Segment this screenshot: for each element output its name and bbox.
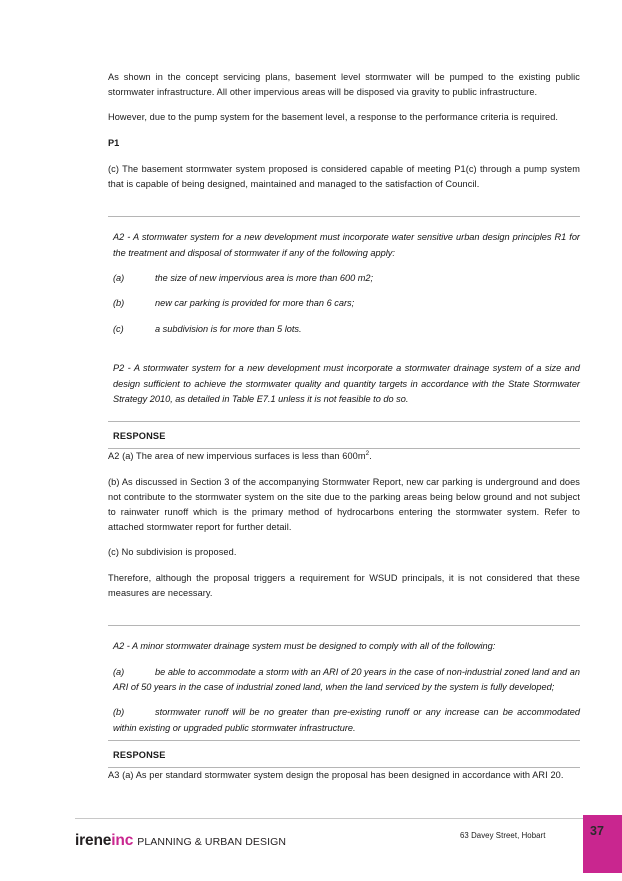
criteria-2-item-b-text: stormwater runoff will be no greater than pre-existing runoff or any increase can be accommodated within existing or upgraded public stormwater infrastructure. xyxy=(113,707,580,733)
criteria-1-item-a xyxy=(113,271,580,286)
criteria-2-item-a-marker: (a) xyxy=(113,666,125,677)
response-1-paragraph-4: Therefore, although the proposal triggers a requirement for WSUD principals, it is not considered that these measures are necessary. xyxy=(108,572,580,598)
response-1-paragraph-3: (c) No subdivision is proposed. xyxy=(108,547,237,558)
p1-response-paragraph: (c) The basement stormwater system proposed is considered capable of meeting P1(c) through a pump system that is capable of being designed, maintained and managed to the satisfaction of Council. xyxy=(108,163,580,190)
criteria-block-a2-minor-drainage xyxy=(108,625,580,738)
company-logo xyxy=(75,832,286,851)
criteria-1-item-b-marker: (b) xyxy=(113,298,125,309)
spacer-before-criteria-2 xyxy=(108,611,580,625)
document-content xyxy=(108,70,580,793)
response-1-paragraph-1-suffix: . xyxy=(369,451,372,462)
response-1-superscript: 2 xyxy=(365,450,370,458)
page-number-badge xyxy=(583,815,622,873)
logo-text-primary: irene xyxy=(75,831,112,849)
response-label-2: RESPONSE xyxy=(113,750,166,761)
criteria-2-item-a xyxy=(113,665,580,696)
logo-text-accent: inc xyxy=(111,831,134,849)
response-1-paragraph-1-text: A2 (a) The area of new impervious surfaces is less than 600m xyxy=(108,451,366,462)
criteria-1-item-b-text: new car parking is provided for more than 6 cars; xyxy=(155,298,355,309)
criteria-1-item-c-text: a subdivision is for more than 5 lots. xyxy=(155,323,302,334)
response-label-1: RESPONSE xyxy=(113,431,166,442)
response-header-2 xyxy=(108,740,580,768)
footer-address: 63 Davey Street, Hobart xyxy=(460,831,546,840)
clause-label-p1: P1 xyxy=(108,137,120,148)
criteria-1-item-b xyxy=(113,296,580,311)
criteria-2-item-b xyxy=(113,705,580,736)
page-number: 37 xyxy=(590,824,604,838)
intro-paragraph-1: As shown in the concept servicing plans, basement level stormwater will be pumped to the existing public stormwater infrastructure. All other impervious areas will be disposed via gravity to public infrastructure. xyxy=(108,72,580,98)
spacer-before-criteria-1 xyxy=(108,202,580,216)
response-header-1 xyxy=(108,421,580,449)
criteria-2-item-b-marker: (b) xyxy=(113,707,125,718)
response-1-paragraph-1 xyxy=(108,449,580,464)
criteria-1-item-a-marker: (a) xyxy=(113,273,125,284)
response-2-paragraph-1: A3 (a) As per standard stormwater system design the proposal has been designed in accordance with ARI 20. xyxy=(108,770,564,781)
logo-tagline: PLANNING & URBAN DESIGN xyxy=(137,835,287,848)
spacer-before-p2 xyxy=(113,347,580,361)
criteria-1-lead: A2 - A stormwater system for a new development must incorporate water sensitive urban design principles R1 for the treatment and disposal of stormwater if any of the following apply: xyxy=(113,232,580,258)
criteria-block-a2-wsud xyxy=(108,216,580,419)
criteria-1-p2: P2 - A stormwater system for a new development must incorporate a stormwater drainage system of a size and design sufficient to achieve the stormwater quality and quantity targets in accordance with the State Stormwater Strategy 2010, as detailed in Table E7.1 unless it is not feasible to do so. xyxy=(113,363,580,405)
criteria-2-item-a-text: be able to accommodate a storm with an ARI of 20 years in the case of non-industrial zoned land and an ARI of 50 years in the case of industrial zoned land, when the land serviced by the system is fully developed; xyxy=(113,666,580,692)
response-1-paragraph-2: (b) As discussed in Section 3 of the accompanying Stormwater Report, new car parking is underground and does not contribute to the stormwater system on the site due to the parking areas being below ground and not subject to rainwater runoff which is the primary method of hydrocarbons entering the stormwater system. Refer to attached stormwater report for further detail. xyxy=(108,476,580,533)
page-footer xyxy=(75,818,622,881)
criteria-1-item-a-text: the size of new impervious area is more than 600 m2; xyxy=(155,273,374,284)
criteria-1-item-c-marker: (c) xyxy=(113,323,124,334)
intro-paragraph-2: However, due to the pump system for the basement level, a response to the performance criteria is required. xyxy=(108,112,559,123)
criteria-1-item-c xyxy=(113,322,580,337)
criteria-2-lead: A2 - A minor stormwater drainage system must be designed to comply with all of the following: xyxy=(113,641,496,652)
